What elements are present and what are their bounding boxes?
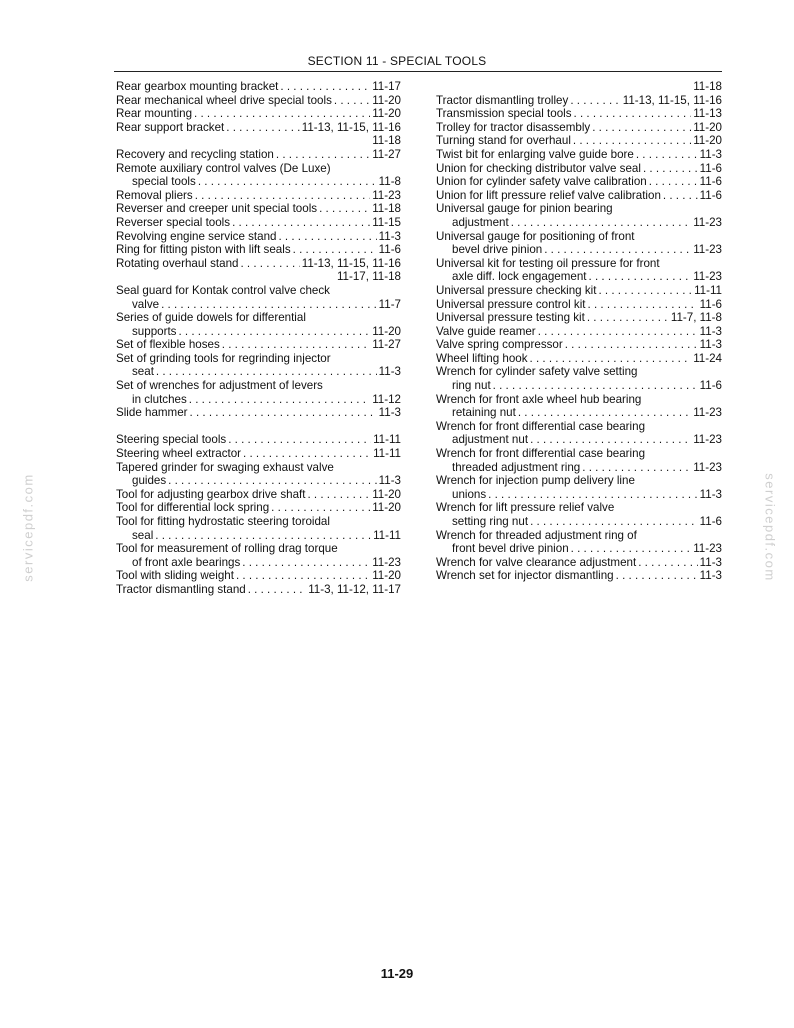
dot-leader — [243, 447, 371, 461]
index-page-ref: 11-3 — [699, 324, 722, 338]
index-entry-text: Trolley for tractor disassembly — [436, 120, 591, 134]
dot-leader — [544, 243, 691, 257]
header-rule — [114, 71, 722, 72]
watermark-right: servicepdf.com — [762, 473, 778, 582]
index-entry-text: Wrench set for injector dismantling — [436, 569, 614, 583]
index-entry-text: Tool for differential lock spring — [116, 501, 270, 515]
dot-leader — [168, 474, 376, 488]
index-page-ref: 11-27 — [372, 338, 401, 352]
index-entry — [436, 515, 722, 529]
index-entry-text: Wrench for front differential case bearing — [436, 447, 646, 461]
index-entry — [436, 189, 722, 203]
index-entry-text: Wrench for valve clearance adjustment — [436, 555, 637, 569]
index-page-ref-continued: 11-17, 11-18 — [336, 270, 401, 284]
index-page-ref: 11-20 — [372, 501, 401, 515]
index-entry — [436, 352, 722, 366]
index-entry — [116, 556, 401, 570]
dot-leader — [592, 121, 691, 135]
index-page-ref: 11-13 — [693, 107, 722, 121]
index-entry — [436, 311, 722, 325]
dot-leader — [598, 284, 692, 298]
index-entry — [436, 175, 722, 189]
index-entry-text: Steering special tools — [116, 433, 227, 447]
index-page-ref: 11-23 — [693, 243, 722, 257]
index-entry — [436, 162, 722, 176]
index-entry-text: unions — [452, 487, 487, 501]
index-page-ref: 11-6 — [699, 161, 722, 175]
index-entry — [436, 433, 722, 447]
index-page-ref: 11-12 — [372, 392, 401, 406]
index-entry — [116, 94, 401, 108]
index-entry-text: Set of wrenches for adjustment of levers — [116, 379, 323, 393]
index-entry-text: seat — [132, 365, 154, 379]
index-page-ref: 11-11 — [694, 283, 722, 297]
index-entry-text: Series of guide dowels for differential — [116, 311, 306, 325]
index-entry-text: Steering wheel extractor — [116, 447, 242, 461]
index-entry-text: Seal guard for Kontak control valve check — [116, 283, 330, 297]
index-entry-text: Slide hammer — [116, 406, 188, 420]
index-page-ref: 11-20 — [372, 487, 401, 501]
index-entry-text: of front axle bearings — [132, 555, 241, 569]
dot-leader — [565, 338, 698, 352]
dot-leader — [538, 325, 698, 339]
index-entry — [436, 338, 722, 352]
dot-leader — [161, 298, 377, 312]
index-entry-text: Tool for fitting hydrostatic steering toroidal — [116, 515, 330, 528]
index-entry — [436, 216, 722, 230]
index-page-ref: 11-3 — [699, 147, 722, 161]
dot-leader — [232, 216, 370, 230]
index-entry-text: Union for checking distributor valve seal — [436, 161, 641, 175]
dot-leader — [278, 230, 376, 244]
index-entry — [116, 243, 401, 257]
index-entry-text: Ring for fitting piston with lift seals — [116, 243, 291, 257]
index-column-left — [116, 80, 401, 597]
index-entry — [116, 230, 401, 244]
index-entry-text: Reverser and creeper unit special tools — [116, 202, 318, 216]
index-entry — [116, 325, 401, 339]
index-page-ref: 11-3 — [699, 338, 722, 352]
index-entry-text: adjustment nut — [452, 433, 529, 447]
dot-leader — [226, 121, 299, 135]
index-entry — [116, 148, 401, 162]
index-entry-text: Tractor dismantling stand — [116, 582, 246, 596]
dot-leader — [190, 406, 377, 420]
index-entry — [116, 257, 401, 271]
dot-leader — [570, 94, 620, 108]
dot-leader — [638, 556, 697, 570]
dot-leader — [582, 461, 691, 475]
dot-leader — [194, 107, 370, 121]
index-entry — [436, 542, 722, 556]
index-entry — [436, 298, 722, 312]
index-page-ref: 11-3 — [378, 229, 401, 243]
index-column-right — [436, 80, 722, 583]
index-entry-text: Tractor dismantling trolley — [436, 93, 569, 107]
index-entry-text: Set of grinding tools for regrinding injector — [116, 351, 331, 365]
index-page-ref: 11-3 — [378, 474, 401, 488]
dot-leader — [276, 148, 370, 162]
index-entry-text: Wheel lifting hook — [436, 351, 528, 365]
index-entry-text: axle diff. lock engagement — [452, 270, 587, 284]
index-page-ref: 11-3 — [378, 365, 401, 379]
index-page-ref: 11-23 — [372, 555, 401, 569]
index-entry-text: Transmission special tools — [436, 107, 572, 121]
index-entry-text: Recovery and recycling station — [116, 147, 274, 161]
dot-leader — [663, 189, 698, 203]
dot-leader — [189, 393, 370, 407]
index-page-ref-continued: 11-18 — [372, 134, 401, 148]
dot-leader — [155, 529, 371, 543]
dot-leader — [573, 134, 691, 148]
index-entry — [436, 121, 722, 135]
dot-leader — [178, 325, 370, 339]
section-header: SECTION 11 - SPECIAL TOOLS — [307, 54, 487, 68]
index-entry — [436, 270, 722, 284]
index-entry-text: Tool for measurement of rolling drag torque — [116, 542, 338, 556]
index-page-ref: 11-20 — [693, 120, 722, 134]
index-page-ref: 11-8 — [378, 175, 401, 189]
index-page-ref: 11-20 — [372, 93, 401, 107]
dot-leader — [616, 569, 698, 583]
dot-leader — [293, 243, 377, 257]
index-entry-text: Wrench for front differential case bearing — [436, 419, 646, 433]
index-entry-text: bevel drive pinion — [452, 243, 543, 257]
index-entry-text: adjustment — [452, 215, 509, 229]
index-page-ref: 11-23 — [693, 215, 722, 229]
index-entry — [116, 488, 401, 502]
index-entry — [116, 298, 401, 312]
dot-leader — [530, 515, 698, 529]
index-entry-text: Reverser special tools — [116, 215, 231, 229]
dot-leader — [511, 216, 691, 230]
dot-leader — [280, 80, 370, 94]
index-entry — [436, 406, 722, 420]
index-entry — [436, 325, 722, 339]
dot-leader — [649, 175, 698, 189]
dot-leader — [530, 433, 691, 447]
index-page-ref: 11-6 — [699, 175, 722, 189]
index-entry — [436, 243, 722, 257]
watermark-left: servicepdf.com — [20, 473, 36, 582]
index-entry — [116, 175, 401, 189]
index-entry — [116, 406, 401, 420]
index-entry — [436, 107, 722, 121]
index-page-ref: 11-17 — [372, 80, 401, 93]
dot-leader — [240, 257, 299, 271]
dot-leader — [222, 338, 370, 352]
index-page-ref: 11-23 — [693, 460, 722, 474]
index-entry-text: Universal kit for testing oil pressure for front — [436, 256, 660, 270]
dot-leader — [334, 94, 370, 108]
index-entry — [436, 569, 722, 583]
index-entry-text: Wrench for injection pump delivery line — [436, 474, 635, 488]
index-entry — [436, 94, 722, 108]
index-entry — [116, 501, 401, 515]
index-entry-text: Wrench for front axle wheel hub bearing — [436, 392, 642, 406]
index-page-ref: 11-3 — [699, 487, 722, 501]
index-entry-text: valve — [132, 297, 160, 311]
index-entry-text: Tool with sliding weight — [116, 569, 234, 583]
index-entry-text: Wrench for lift pressure relief valve — [436, 501, 615, 515]
index-entry — [116, 433, 401, 447]
index-page-ref: 11-20 — [372, 324, 401, 338]
dot-leader — [643, 162, 698, 176]
index-page-ref-continued: 11-18 — [693, 80, 722, 93]
index-page-ref: 11-23 — [693, 406, 722, 420]
index-entry-text: seal — [132, 528, 154, 542]
index-entry — [116, 474, 401, 488]
index-page-ref: 11-3, 11-12, 11-17 — [308, 582, 401, 596]
dot-leader — [571, 542, 692, 556]
dot-leader — [242, 556, 370, 570]
index-entry — [116, 107, 401, 121]
index-entry-text: Rear gearbox mounting bracket — [116, 80, 279, 93]
dot-leader — [574, 107, 692, 121]
index-entry-text: supports — [132, 324, 177, 338]
index-page-ref: 11-6 — [699, 188, 722, 202]
index-entry-text: Wrench for cylinder safety valve setting — [436, 365, 638, 379]
index-page-ref: 11-23 — [372, 188, 401, 202]
dot-leader — [236, 569, 370, 583]
index-entry — [116, 80, 401, 94]
index-page-ref: 11-3 — [699, 555, 722, 569]
index-page-ref: 11-11 — [373, 433, 401, 447]
spacer — [116, 420, 401, 434]
dot-leader — [587, 311, 669, 325]
index-entry — [436, 488, 722, 502]
index-entry — [116, 338, 401, 352]
dot-leader — [518, 406, 691, 420]
index-entry-text: guides — [132, 474, 167, 488]
dot-leader — [493, 379, 698, 393]
index-page-ref: 11-11 — [373, 528, 401, 542]
index-page-ref: 11-23 — [693, 433, 722, 447]
index-entry — [436, 134, 722, 148]
index-entry-text: Universal gauge for pinion bearing — [436, 202, 613, 216]
index-entry-text: Universal pressure checking kit — [436, 283, 597, 297]
index-entry-text: Union for cylinder safety valve calibration — [436, 175, 647, 189]
index-entry-text: Removal pliers — [116, 188, 193, 202]
index-entry — [116, 121, 401, 135]
index-entry — [116, 189, 401, 203]
index-entry-text: Tapered grinder for swaging exhaust valve — [116, 460, 334, 474]
index-entry-text: Valve spring compressor — [436, 338, 563, 352]
index-entry-text: retaining nut — [452, 406, 516, 420]
index-entry-text: threaded adjustment ring — [452, 460, 581, 474]
dot-leader — [156, 365, 377, 379]
index-entry-text: Valve guide reamer — [436, 324, 536, 338]
index-entry — [116, 216, 401, 230]
index-entry-text: Rotating overhaul stand — [116, 256, 239, 270]
dot-leader — [271, 501, 370, 515]
index-entry — [116, 393, 401, 407]
index-page-ref: 11-24 — [693, 351, 722, 365]
index-entry-text: Set of flexible hoses — [116, 338, 220, 352]
index-entry — [116, 447, 401, 461]
index-entry-text: Remote auxiliary control valves (De Luxe) — [116, 161, 331, 175]
index-page-ref: 11-13, 11-15, 11-16 — [622, 93, 722, 107]
index-page-ref: 11-18 — [372, 202, 401, 216]
index-page-ref: 11-23 — [693, 270, 722, 284]
index-entry — [116, 365, 401, 379]
index-page-ref: 11-11 — [373, 447, 401, 461]
index-page-ref: 11-13, 11-15, 11-16 — [301, 256, 401, 270]
index-entry-text: Twist bit for enlarging valve guide bore — [436, 147, 634, 161]
index-page-ref: 11-20 — [693, 134, 722, 148]
page-number: 11-29 — [380, 966, 414, 981]
index-page-ref: 11-3 — [378, 406, 401, 420]
index-page-ref: 11-3 — [699, 569, 722, 583]
index-entry-text: in clutches — [132, 392, 187, 406]
index-entry — [116, 529, 401, 543]
dot-leader — [588, 298, 698, 312]
dot-leader — [228, 433, 371, 447]
index-entry — [436, 284, 722, 298]
dot-leader — [488, 488, 697, 502]
index-entry — [116, 583, 401, 597]
index-page-ref: 11-6 — [699, 297, 722, 311]
index-page-ref: 11-6 — [699, 379, 722, 393]
index-page-ref: 11-7 — [378, 297, 401, 311]
index-page-ref: 11-15 — [372, 215, 401, 229]
index-entry — [436, 461, 722, 475]
dot-leader — [307, 488, 370, 502]
index-entry-text: Turning stand for overhaul — [436, 134, 571, 148]
index-entry-text: Rear mounting — [116, 107, 193, 121]
index-entry-text: Revolving engine service stand — [116, 229, 277, 243]
index-entry-text: special tools — [132, 175, 196, 189]
index-page-ref: 11-20 — [372, 107, 401, 121]
index-entry — [116, 569, 401, 583]
index-page-ref: 11-20 — [372, 569, 401, 583]
index-page-ref: 11-6 — [378, 243, 401, 257]
index-entry-text: Universal pressure testing kit — [436, 311, 585, 325]
index-entry — [436, 148, 722, 162]
index-entry-text: setting ring nut — [452, 515, 529, 528]
index-page-ref: 11-6 — [699, 515, 722, 528]
index-entry-text: front bevel drive pinion — [452, 542, 569, 556]
dot-leader — [195, 189, 371, 203]
dot-leader — [248, 583, 306, 597]
index-entry-text: Universal gauge for positioning of front — [436, 229, 635, 243]
index-entry-text: Rear support bracket — [116, 120, 225, 134]
dot-leader — [589, 270, 692, 284]
index-entry-text: Wrench for threaded adjustment ring of — [436, 528, 637, 542]
index-entry-text: ring nut — [452, 379, 491, 393]
dot-leader — [198, 175, 377, 189]
index-page-ref: 11-13, 11-15, 11-16 — [301, 120, 401, 134]
index-entry-text: Union for lift pressure relief valve calibration — [436, 188, 661, 202]
index-entry-text: Tool for adjusting gearbox drive shaft — [116, 487, 306, 501]
index-entry-text: Rear mechanical wheel drive special tools — [116, 93, 332, 107]
dot-leader — [319, 202, 370, 216]
dot-leader — [636, 148, 698, 162]
index-page-ref: 11-23 — [693, 542, 722, 556]
dot-leader — [530, 352, 692, 366]
index-entry — [436, 556, 722, 570]
index-entry — [116, 202, 401, 216]
index-entry-text: Universal pressure control kit — [436, 297, 586, 311]
index-page-ref: 11-27 — [372, 147, 401, 161]
index-page-ref: 11-7, 11-8 — [670, 311, 722, 325]
index-entry — [436, 379, 722, 393]
